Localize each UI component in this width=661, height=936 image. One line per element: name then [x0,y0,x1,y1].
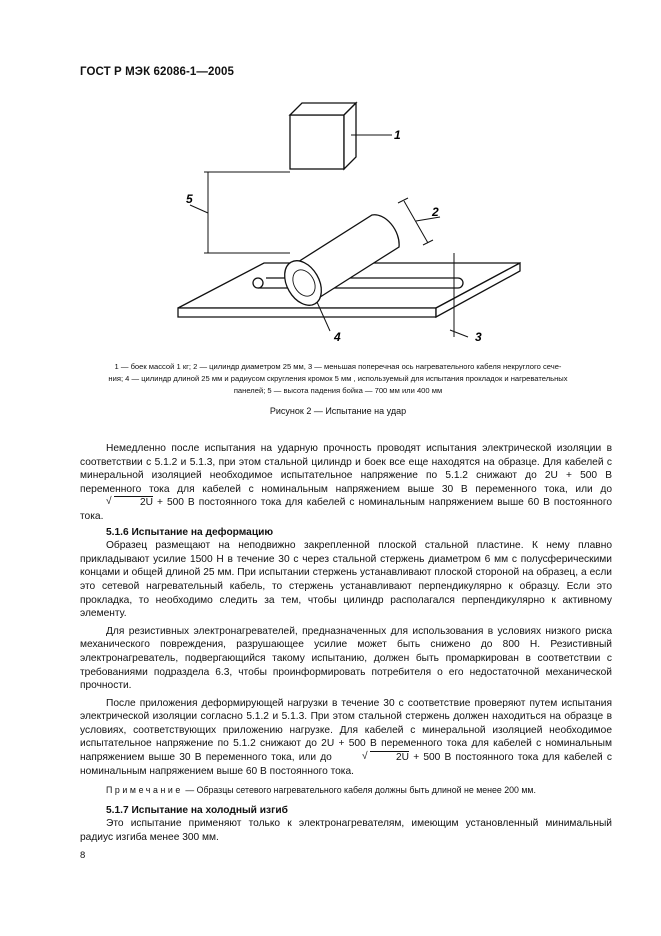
section-heading-5-1-6: 5.1.6 Испытание на деформацию [106,526,274,538]
section-heading-5-1-7: 5.1.7 Испытание на холодный изгиб [106,804,288,816]
note-text: — Образцы сетевого нагревательного кабеля должны быть длиной не менее 200 мм. [185,785,536,796]
paragraph-deformation-2: Для резистивных электронагревателей, предназначенных для использования в условиях низкого риска механического повреждения, разрушающее усилие может быть снижено до 800 Н. Резистивный электронагреватель, подвергающийся такому испытанию, должен быть промаркирован в соответствии с требованиями подраздела 6.3, чтобы проинформировать потребителя о его недостаточной механической прочности. [80,625,612,692]
figure-caption-line-1: 1 — боек массой 1 кг; 2 — цилиндр диаметром 25 мм, 3 — меньшая поперечная ось нагревательного кабеля некруглого сече- [114,362,562,371]
paragraph-deformation-1: Образец размещают на неподвижно закрепленной плоской стальной пластине. К нему плавно прикладывают усилие 1500 Н в течение 30 с через стальной стержень диаметром 6 мм с полусферическими концами и общей длиной 25 мм. При испытании стержень устанавливают плоской стороной на образец, а если это сетевой нагревательный кабель, то стержень устанавливают перпендикулярно к образцу. Если это прокладка, то необходимо следить за тем, чтобы цилиндр располагался перпендикулярно к активному элементу. [80,540,612,620]
document-header: ГОСТ Р МЭК 62086-1—2005 [80,66,234,78]
callout-1: 1 [394,128,401,142]
callout-4: 4 [334,330,341,344]
callout-2: 2 [432,205,439,219]
figure-caption-line-3: панелей; 5 — высота падения бойка — 700 мм или 400 мм [233,386,443,395]
sqrt-expression: √ 2U [80,496,153,510]
sqrt-expression: √ 2U [336,751,409,765]
drop-height-dimension [190,172,290,253]
paragraph-cold-bend: Это испытание применяют только к электронагревателям, имеющим установленный минимальный радиус изгиба менее 300 мм. [80,818,612,844]
page-number: 8 [80,850,86,861]
paragraph-deformation-3: После приложения деформирующей нагрузки в течение 30 с соответствие проверяют путем испытания электрической изоляции согласно 5.1.2 и 5.1.3. При этом стальной стержень должен находиться на образце в условиях, соответствующих приложению нагрузке. Для кабелей с минеральной изоляцией необходимое испытательное напряжение по 5.1.2 снижают до 2U + 500 В переменного тока для кабелей с номинальным напряжением выше 30 В переменного тока, или до √ 2U + 500 В постоянного тока для кабелей с номинальным напряжением выше 60 В постоянного тока. [80,697,612,779]
impact-test-figure [170,95,530,357]
document-body [80,442,612,845]
note [80,784,612,798]
callout-5: 5 [186,192,193,206]
figure-title: Рисунок 2 — Испытание на удар [269,406,407,416]
paragraph-after-impact: Немедленно после испытания на ударную прочность проводят испытания электрической изоляции в соответствии с 5.1.2 и 5.1.3, при этом стальной цилиндр и боек все еще находятся на образце. Для кабелей с минеральной изоляцией необходимое испытательное напряжение по 5.1.2 снижают до 2U + 500 В переменного тока для кабелей с номинальным напряжением выше 30 В переменного тока, или до √ 2U + 500 В постоянного тока для кабелей с номинальным напряжением выше 60 В постоянного тока. [80,442,612,524]
figure-caption-line-2: ния; 4 — цилиндр длиной 25 мм и радиусом скругления кромок 5 мм , используемый для испытания прокладок и нагревательных [108,374,568,383]
note-label: Примечание [106,785,183,796]
impact-weight [290,103,356,169]
callout-3: 3 [475,330,482,344]
